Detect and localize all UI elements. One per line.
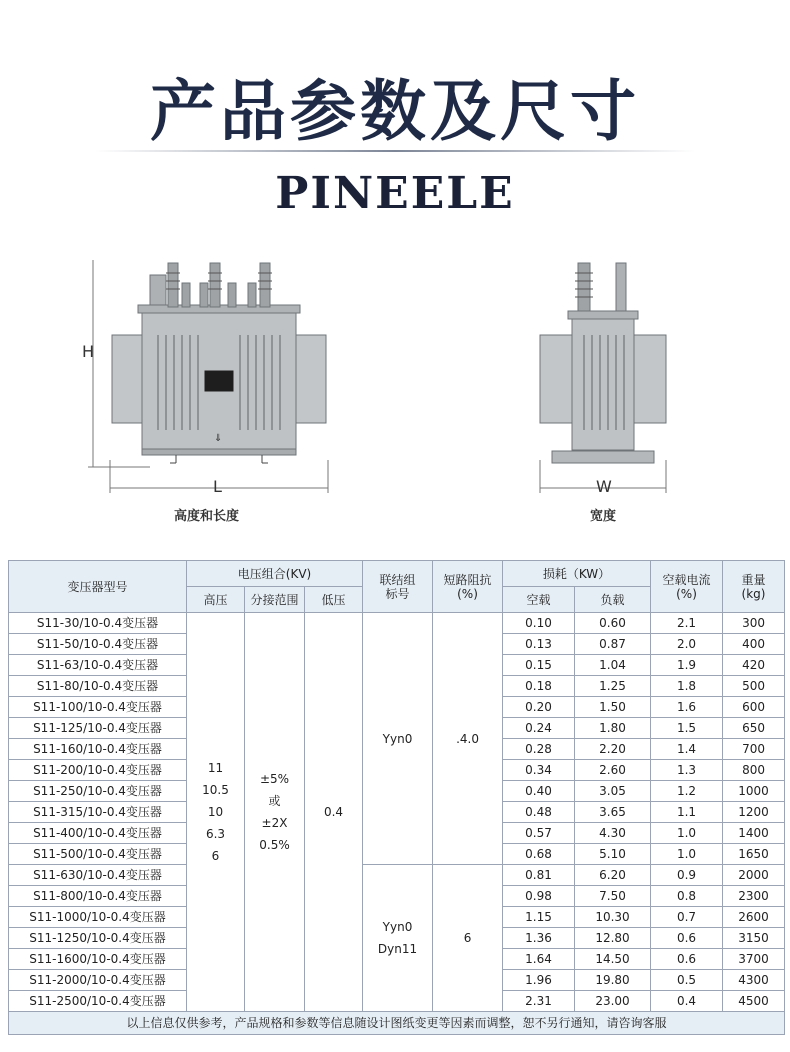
cell-model: S11-2500/10-0.4变压器: [9, 991, 187, 1012]
cell-low-voltage: 0.4: [305, 613, 363, 1012]
cell-group-a: Yyn0: [363, 613, 433, 865]
cell-load-loss: 2.60: [575, 760, 651, 781]
header-loss: 损耗（KW）: [503, 561, 651, 587]
cell-no-load-current: 1.4: [651, 739, 723, 760]
cell-no-load-current: 1.0: [651, 823, 723, 844]
table-row: [9, 613, 785, 634]
header-impedance-text: 短路阻抗(%): [443, 572, 492, 601]
cell-weight: 4500: [723, 991, 785, 1012]
cell-no-load-loss: 0.10: [503, 613, 575, 634]
cell-no-load-loss: 0.57: [503, 823, 575, 844]
cell-load-loss: 23.00: [575, 991, 651, 1012]
header-group: [363, 561, 433, 613]
cell-weight: 650: [723, 718, 785, 739]
cell-model: S11-125/10-0.4变压器: [9, 718, 187, 739]
cell-weight: 1200: [723, 802, 785, 823]
cell-no-load-current: 1.1: [651, 802, 723, 823]
header-load: 负载: [575, 587, 651, 613]
cell-model: S11-50/10-0.4变压器: [9, 634, 187, 655]
cell-no-load-current: 1.8: [651, 676, 723, 697]
cell-no-load-current: 0.8: [651, 886, 723, 907]
cell-model: S11-30/10-0.4变压器: [9, 613, 187, 634]
cell-no-load-loss: 1.96: [503, 970, 575, 991]
cell-weight: 800: [723, 760, 785, 781]
cell-no-load-current: 1.0: [651, 844, 723, 865]
cell-model: S11-315/10-0.4变压器: [9, 802, 187, 823]
cell-weight: 300: [723, 613, 785, 634]
brand-name: PINEELE: [275, 168, 515, 219]
cell-load-loss: 2.20: [575, 739, 651, 760]
cell-weight: 700: [723, 739, 785, 760]
caption-height-length: 高度和长度: [174, 509, 240, 524]
cell-no-load-current: 1.3: [651, 760, 723, 781]
cell-no-load-loss: 1.36: [503, 928, 575, 949]
cell-impedance-b: 6: [433, 865, 503, 1012]
cell-load-loss: 14.50: [575, 949, 651, 970]
cell-load-loss: 1.50: [575, 697, 651, 718]
cell-load-loss: 3.05: [575, 781, 651, 802]
cell-weight: 2000: [723, 865, 785, 886]
cell-no-load-current: 0.9: [651, 865, 723, 886]
cell-load-loss: 19.80: [575, 970, 651, 991]
cell-weight: 420: [723, 655, 785, 676]
header-current: [651, 561, 723, 613]
cell-model: S11-1000/10-0.4变压器: [9, 907, 187, 928]
cell-load-loss: 0.60: [575, 613, 651, 634]
transformer-drawing: [0, 255, 790, 525]
cell-no-load-current: 2.1: [651, 613, 723, 634]
cell-model: S11-160/10-0.4变压器: [9, 739, 187, 760]
header-group-text: 联结组标号: [379, 572, 416, 601]
cell-no-load-current: 0.4: [651, 991, 723, 1012]
cell-no-load-current: 0.6: [651, 949, 723, 970]
cell-weight: 4300: [723, 970, 785, 991]
cell-load-loss: 10.30: [575, 907, 651, 928]
cell-no-load-current: 0.5: [651, 970, 723, 991]
cell-weight: 2300: [723, 886, 785, 907]
cell-model: S11-2000/10-0.4变压器: [9, 970, 187, 991]
cell-model: S11-800/10-0.4变压器: [9, 886, 187, 907]
header-model: 变压器型号: [9, 561, 187, 613]
cell-no-load-current: 0.6: [651, 928, 723, 949]
table-row: [9, 865, 785, 886]
cell-no-load-loss: 0.24: [503, 718, 575, 739]
label-l: L: [213, 477, 222, 496]
header-impedance: [433, 561, 503, 613]
cell-model: S11-200/10-0.4变压器: [9, 760, 187, 781]
cell-no-load-loss: 2.31: [503, 991, 575, 1012]
cell-model: S11-100/10-0.4变压器: [9, 697, 187, 718]
svg-text:⇓: ⇓: [214, 433, 223, 444]
header-no-load: 空载: [503, 587, 575, 613]
side-view-drawing: [540, 263, 666, 493]
cell-model: S11-63/10-0.4变压器: [9, 655, 187, 676]
header-high: 高压: [187, 587, 245, 613]
dimension-drawings: [0, 255, 790, 525]
cell-weight: 3150: [723, 928, 785, 949]
header-weight: [723, 561, 785, 613]
header-weight-text: 重量(kg): [741, 572, 766, 601]
cell-load-loss: 1.25: [575, 676, 651, 697]
footnote: 以上信息仅供参考，产品规格和参数等信息随设计图纸变更等因素而调整，恕不另行通知，请咨询客服: [9, 1012, 785, 1035]
cell-weight: 3700: [723, 949, 785, 970]
cell-tap-range: ±5% 或 ±2X 0.5%: [245, 613, 305, 1012]
cell-load-loss: 4.30: [575, 823, 651, 844]
cell-no-load-loss: 0.18: [503, 676, 575, 697]
spec-table: [8, 560, 785, 1035]
cell-no-load-current: 1.9: [651, 655, 723, 676]
cell-no-load-loss: 0.68: [503, 844, 575, 865]
cell-load-loss: 6.20: [575, 865, 651, 886]
cell-no-load-loss: 0.34: [503, 760, 575, 781]
header-low: 低压: [305, 587, 363, 613]
cell-model: S11-630/10-0.4变压器: [9, 865, 187, 886]
cell-no-load-current: 0.7: [651, 907, 723, 928]
header-current-text: 空载电流(%): [662, 572, 711, 601]
cell-no-load-loss: 0.48: [503, 802, 575, 823]
front-view-drawing: [88, 260, 328, 493]
cell-no-load-loss: 0.98: [503, 886, 575, 907]
cell-model: S11-250/10-0.4变压器: [9, 781, 187, 802]
cell-no-load-loss: 0.28: [503, 739, 575, 760]
cell-model: S11-1250/10-0.4变压器: [9, 928, 187, 949]
cell-no-load-current: 1.2: [651, 781, 723, 802]
cell-no-load-current: 1.6: [651, 697, 723, 718]
cell-weight: 400: [723, 634, 785, 655]
cell-impedance-a: .4.0: [433, 613, 503, 865]
cell-model: S11-400/10-0.4变压器: [9, 823, 187, 844]
page-title: 产品参数及尺寸: [150, 73, 640, 150]
cell-no-load-loss: 0.40: [503, 781, 575, 802]
cell-load-loss: 1.04: [575, 655, 651, 676]
cell-load-loss: 7.50: [575, 886, 651, 907]
cell-weight: 2600: [723, 907, 785, 928]
cell-weight: 600: [723, 697, 785, 718]
cell-weight: 1000: [723, 781, 785, 802]
header-tap: 分接范围: [245, 587, 305, 613]
label-h: H: [82, 342, 95, 361]
cell-load-loss: 12.80: [575, 928, 651, 949]
cell-weight: 1650: [723, 844, 785, 865]
cell-high-voltage: 11 10.5 10 6.3 6: [187, 613, 245, 1012]
label-w: W: [596, 477, 612, 496]
spec-table-body: [9, 613, 785, 1012]
cell-no-load-current: 1.5: [651, 718, 723, 739]
cell-load-loss: 1.80: [575, 718, 651, 739]
cell-load-loss: 0.87: [575, 634, 651, 655]
cell-no-load-loss: 0.20: [503, 697, 575, 718]
cell-no-load-loss: 0.15: [503, 655, 575, 676]
header-voltage: 电压组合(KV): [187, 561, 363, 587]
caption-width: 宽度: [590, 509, 617, 524]
cell-weight: 1400: [723, 823, 785, 844]
cell-model: S11-80/10-0.4变压器: [9, 676, 187, 697]
title-divider: [95, 150, 695, 152]
cell-no-load-loss: 1.15: [503, 907, 575, 928]
cell-no-load-current: 2.0: [651, 634, 723, 655]
cell-model: S11-500/10-0.4变压器: [9, 844, 187, 865]
cell-load-loss: 3.65: [575, 802, 651, 823]
cell-no-load-loss: 0.81: [503, 865, 575, 886]
cell-no-load-loss: 1.64: [503, 949, 575, 970]
cell-load-loss: 5.10: [575, 844, 651, 865]
cell-no-load-loss: 0.13: [503, 634, 575, 655]
cell-group-b: Yyn0 Dyn11: [363, 865, 433, 1012]
cell-model: S11-1600/10-0.4变压器: [9, 949, 187, 970]
cell-weight: 500: [723, 676, 785, 697]
